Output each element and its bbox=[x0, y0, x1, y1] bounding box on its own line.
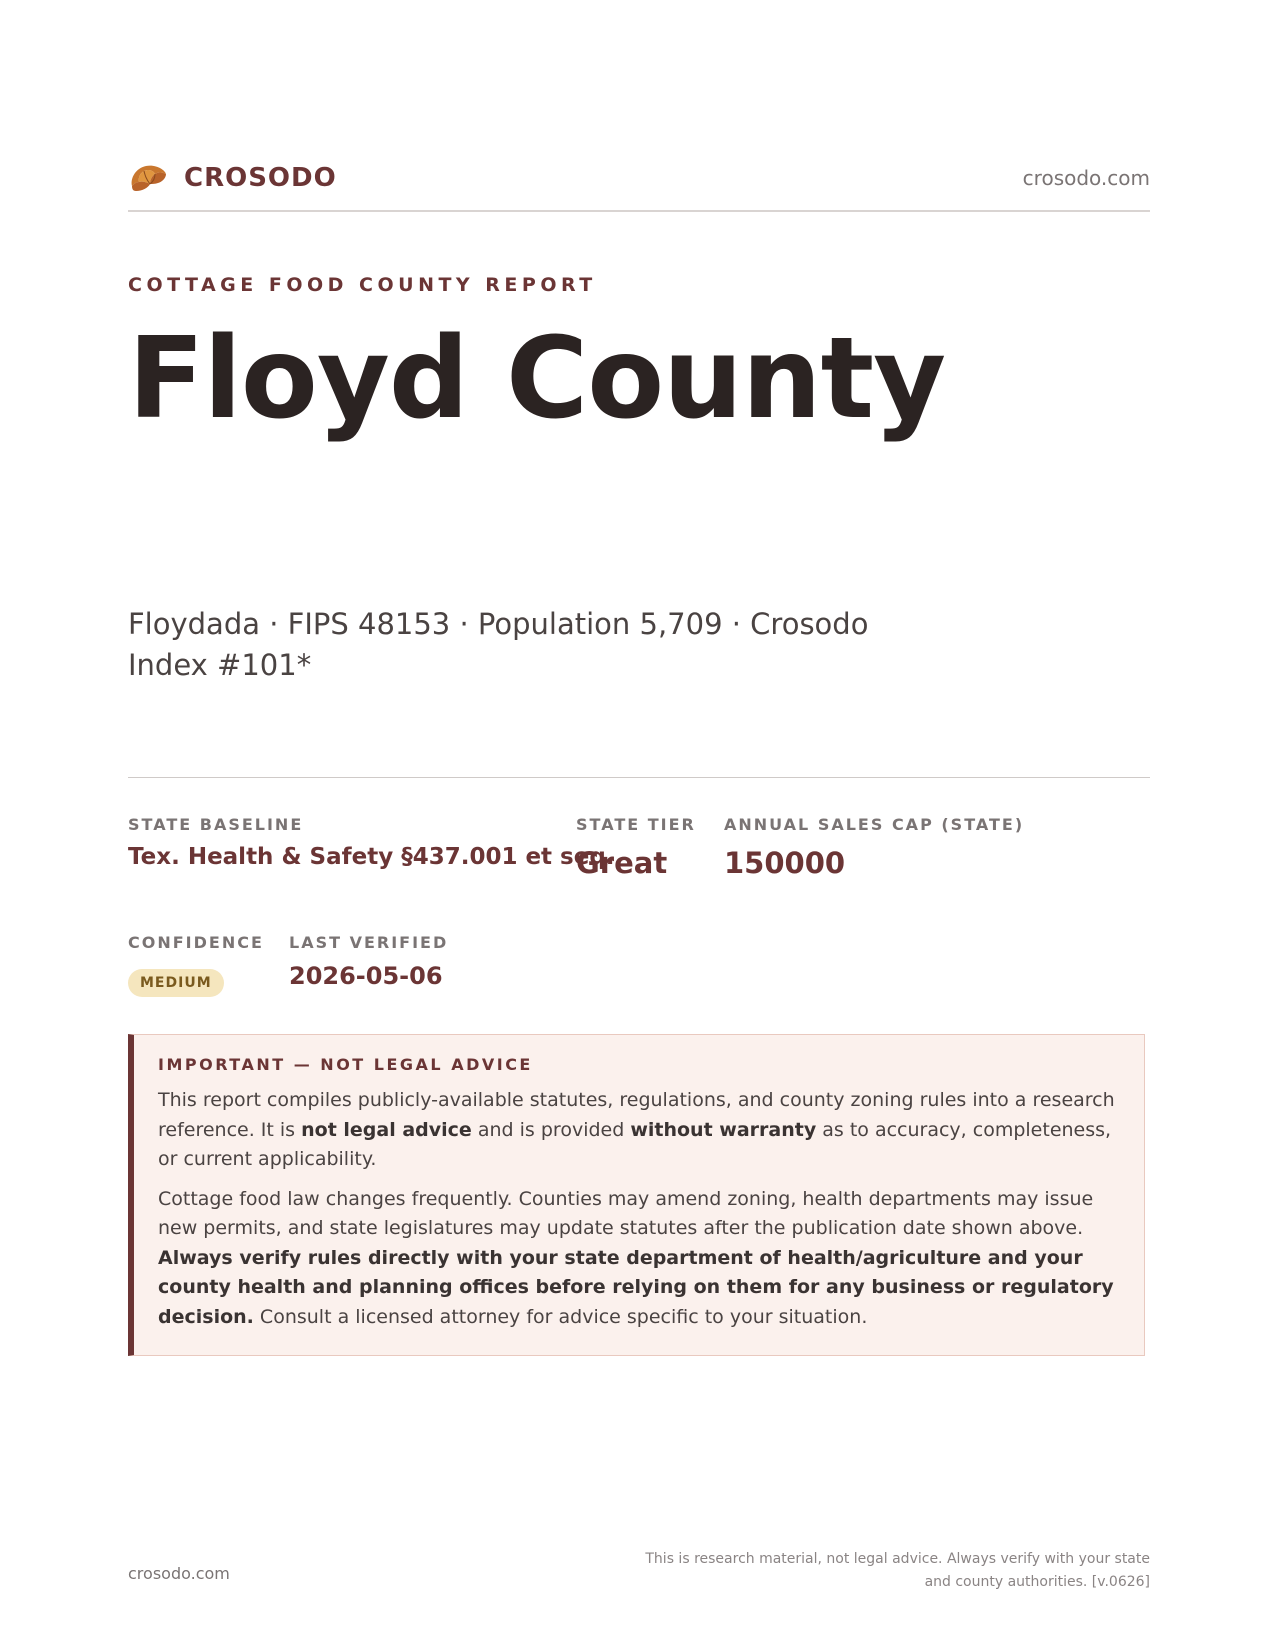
state-baseline-label: STATE BASELINE bbox=[128, 815, 304, 834]
croissant-icon bbox=[128, 158, 168, 198]
sales-cap-value: 150000 bbox=[724, 846, 846, 880]
section-divider bbox=[128, 777, 1150, 778]
footer-disclaimer bbox=[590, 1548, 1150, 1594]
report-page bbox=[128, 0, 1150, 1650]
footer-disclaimer-line-2: and county authorities. [v.0626] bbox=[924, 1574, 1150, 1590]
state-baseline-value: Tex. Health & Safety §437.001 et seq. bbox=[128, 844, 615, 870]
last-verified-value: 2026-05-06 bbox=[289, 962, 443, 990]
page-header bbox=[128, 158, 1150, 210]
confidence-label: CONFIDENCE bbox=[128, 933, 264, 952]
sales-cap-field bbox=[724, 815, 1024, 880]
notice-text: and is provided bbox=[471, 1118, 631, 1141]
state-tier-value: Great bbox=[576, 846, 668, 880]
notice-paragraph-1 bbox=[158, 1086, 1128, 1175]
notice-emphasis: without warranty bbox=[630, 1118, 817, 1141]
brand[interactable] bbox=[128, 158, 337, 198]
notice-emphasis: not legal advice bbox=[301, 1118, 472, 1141]
page-title: Floyd County bbox=[128, 314, 946, 444]
notice-text: Consult a licensed attorney for advice specific to your situation. bbox=[253, 1305, 868, 1328]
state-tier-field bbox=[576, 815, 696, 880]
header-site-link[interactable]: crosodo.com bbox=[1022, 166, 1150, 190]
footer-disclaimer-line-1: This is research material, not legal advice. Always verify with your state bbox=[645, 1551, 1150, 1567]
report-subtitle: Floydada · FIPS 48153 · Population 5,709 · Crosodo Index #101* bbox=[128, 607, 869, 682]
report-eyebrow: COTTAGE FOOD COUNTY REPORT bbox=[128, 274, 597, 296]
state-tier-label: STATE TIER bbox=[576, 815, 696, 834]
notice-paragraph-2 bbox=[158, 1185, 1128, 1333]
header-divider bbox=[128, 210, 1150, 212]
notice-text: Cottage food law changes frequently. Counties may amend zoning, health departments may issue new permits, and state legislatures may update statutes after the publication date shown above. bbox=[158, 1187, 1094, 1239]
confidence-field bbox=[128, 933, 264, 997]
state-baseline-field bbox=[128, 815, 615, 870]
notice-emphasis: Always verify rules directly with your state department of health/agriculture and your county health and planning offices before relying on them for any business or regulatory decision. bbox=[158, 1246, 1114, 1328]
footer-site-link[interactable]: crosodo.com bbox=[128, 1564, 230, 1583]
confidence-badge: MEDIUM bbox=[128, 969, 224, 997]
notice-text: This report compiles publicly-available statutes, regulations, and county zoning rules into a research reference. It is bbox=[158, 1089, 1115, 1141]
notice-title: IMPORTANT — NOT LEGAL ADVICE bbox=[158, 1055, 533, 1074]
brand-name: CROSODO bbox=[184, 163, 337, 193]
sales-cap-label: ANNUAL SALES CAP (STATE) bbox=[724, 815, 1025, 834]
last-verified-label: LAST VERIFIED bbox=[289, 933, 449, 952]
legal-notice bbox=[128, 1034, 1145, 1356]
last-verified-field bbox=[289, 933, 448, 990]
notice-text: as to accuracy, completeness, or current applicability. bbox=[158, 1118, 1112, 1170]
